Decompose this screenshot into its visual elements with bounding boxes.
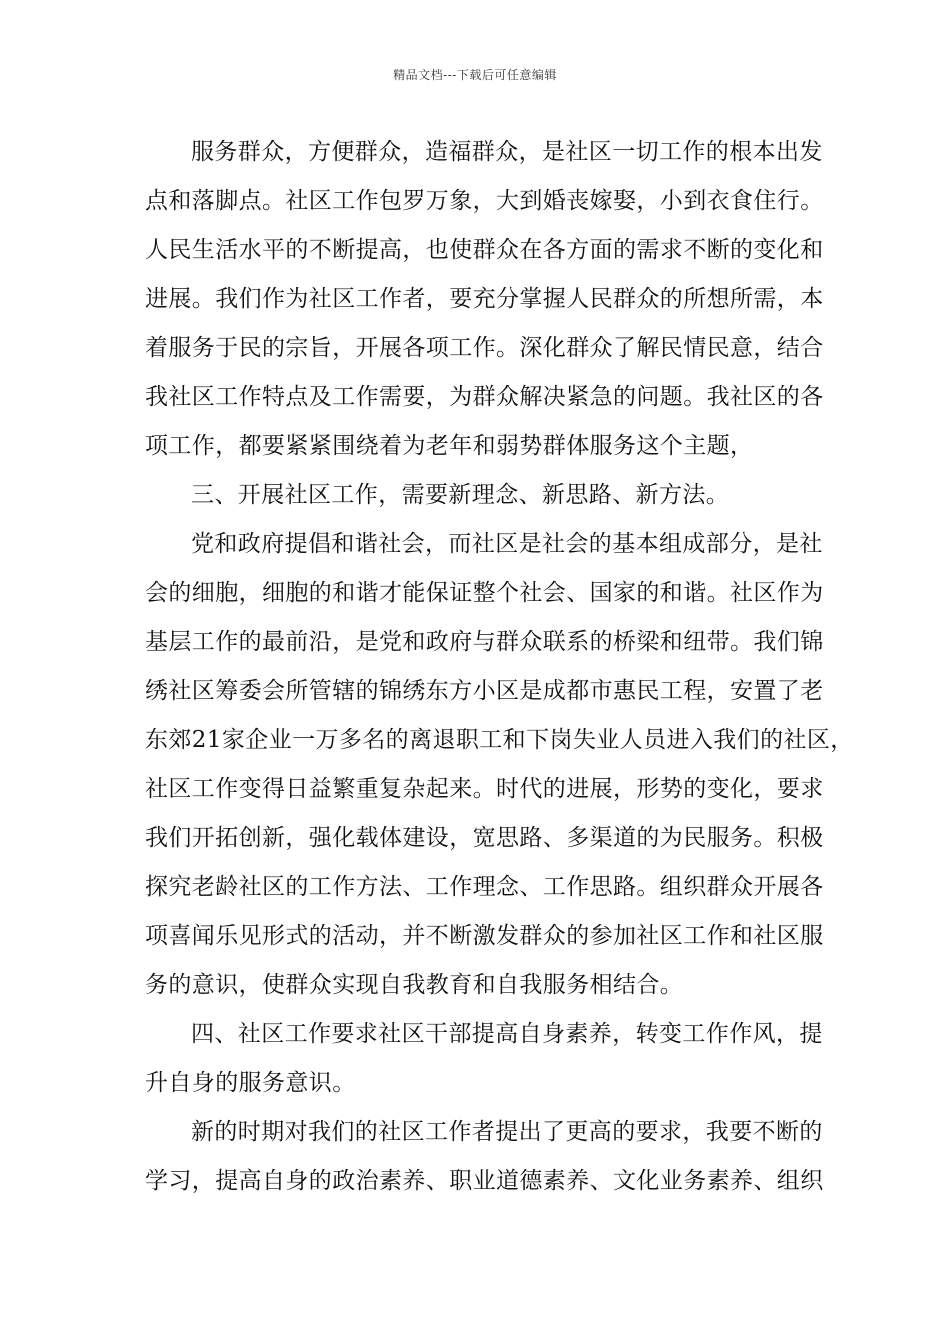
header-note: 精品文档---下载后可任意编辑 — [393, 68, 557, 82]
text-line: 升自身的服务意识。 — [145, 1070, 356, 1096]
section-heading-4 — [145, 1010, 823, 1108]
text-line: 社区工作变得日益繁重复杂起来。时代的进展，形势的变化，要求 — [145, 776, 824, 802]
text-line: 务的意识，使群众实现自我教育和自我服务相结合。 — [145, 972, 684, 998]
text-line: 进展。我们作为社区工作者，要充分掌握人民群众的所想所需，本 — [145, 286, 824, 312]
text-line: 四、社区工作要求社区干部提高自身素养，转变工作作风，提 — [191, 1021, 823, 1047]
text-line: 三、开展社区工作，需要新理念、新思路、新方法。 — [191, 482, 730, 508]
text-line: 项工作，都要紧紧围绕着为老年和弱势群体服务这个主题， — [145, 433, 754, 459]
section-heading-3 — [145, 471, 805, 520]
text-line: 探究老龄社区的工作方法、工作理念、工作思路。组织群众开展各 — [145, 874, 824, 900]
text-line: 人民生活水平的不断提高，也使群众在各方面的需求不断的变化和 — [145, 237, 824, 263]
paragraph-2 — [145, 520, 854, 1010]
text-line: 会的细胞，细胞的和谐才能保证整个社会、国家的和谐。社区作为 — [145, 580, 824, 606]
paragraph-3 — [145, 1108, 824, 1206]
text-line: 基层工作的最前沿，是党和政府与群众联系的桥梁和纽带。我们锦 — [145, 629, 824, 655]
text-line: 着服务于民的宗旨，开展各项工作。深化群众了解民情民意，结合 — [145, 335, 824, 361]
text-line: 新的时期对我们的社区工作者提出了更高的要求，我要不断的 — [191, 1119, 823, 1145]
text-line: 学习，提高自身的政治素养、职业道德素养、文化业务素养、组织 — [145, 1168, 824, 1194]
text-line: 党和政府提倡和谐社会，而社区是社会的基本组成部分，是社 — [191, 531, 823, 557]
text-line: 点和落脚点。社区工作包罗万象，大到婚丧嫁娶，小到衣食住行。 — [145, 188, 824, 214]
document-body — [145, 128, 854, 1206]
text-line: 我社区工作特点及工作需要，为群众解决紧急的问题。我社区的各 — [145, 384, 824, 410]
text-line: 项喜闻乐见形式的活动，并不断激发群众的参加社区工作和社区服 — [145, 923, 824, 949]
text-line: 东郊21家企业一万多名的离退职工和下岗失业人员进入我们的社区， — [145, 727, 854, 753]
text-line: 我们开拓创新，强化载体建设，宽思路、多渠道的为民服务。积极 — [145, 825, 824, 851]
paragraph-1 — [145, 128, 824, 471]
text-line: 服务群众，方便群众，造福群众，是社区一切工作的根本出发 — [191, 139, 823, 165]
text-line: 绣社区筹委会所管辖的锦绣东方小区是成都市惠民工程，安置了老 — [145, 678, 824, 704]
